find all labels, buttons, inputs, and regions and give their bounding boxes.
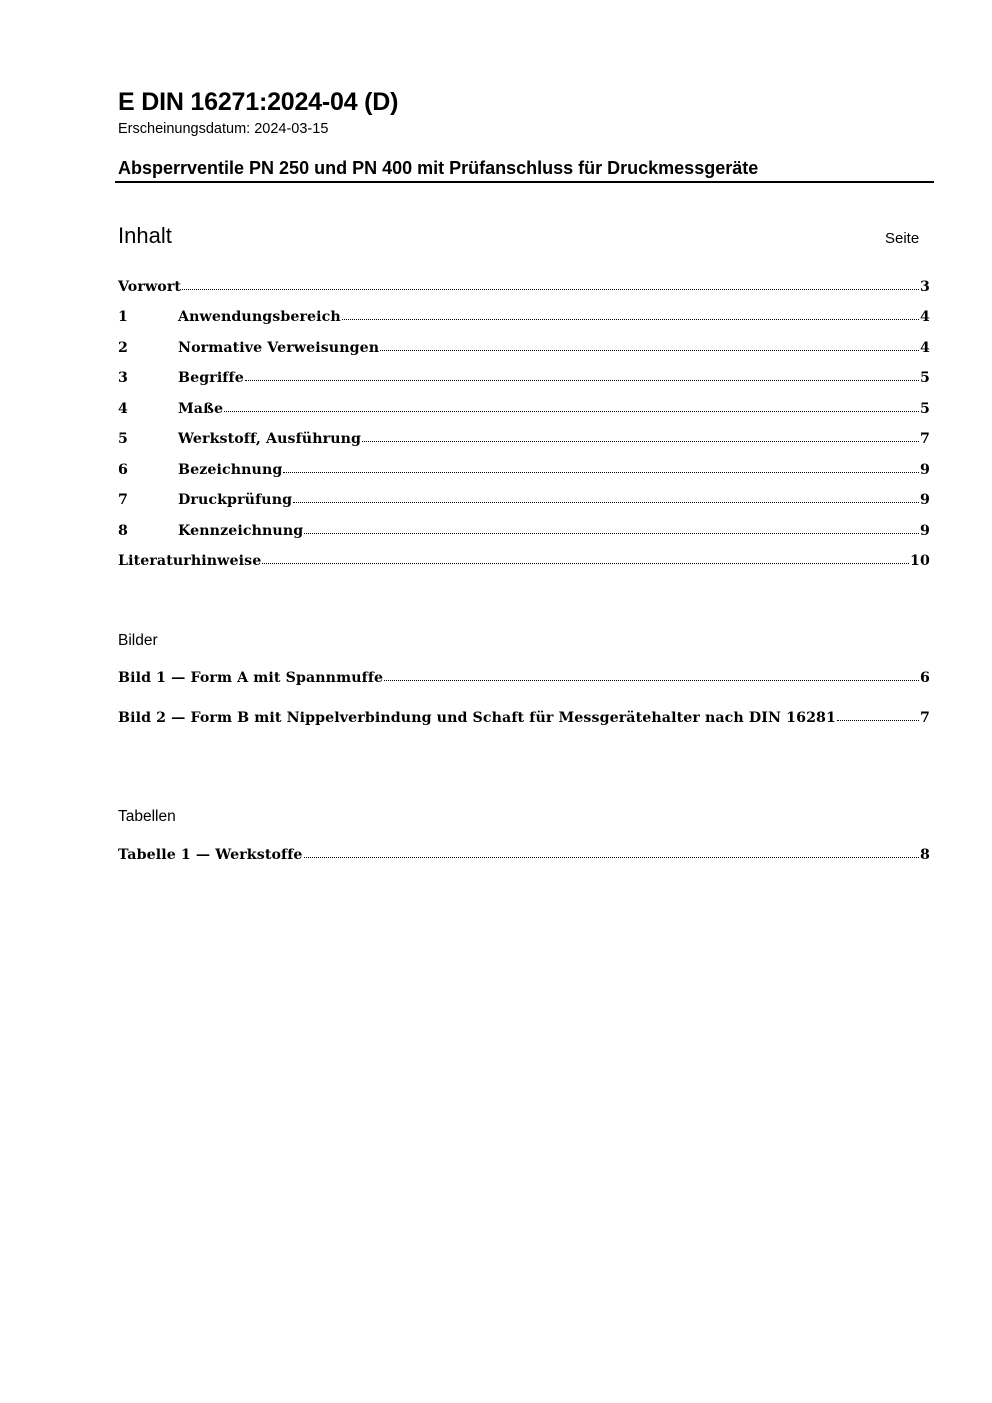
toc-entry-label: Druckprüfung: [178, 492, 293, 508]
dot-leader: [362, 438, 919, 442]
toc-entry-number: 2: [118, 340, 128, 356]
toc-entry-page: 10: [910, 553, 930, 569]
table-entry-label: Tabelle 1 — Werkstoffe: [118, 847, 303, 863]
toc-entry-page: 4: [920, 309, 930, 325]
toc-entry-7[interactable]: [118, 492, 930, 514]
toc-entry-4[interactable]: [118, 401, 930, 423]
toc-heading: Inhalt: [118, 223, 172, 248]
figure-entry-label: Bild 1 — Form A mit Spannmuffe: [118, 670, 384, 686]
toc-entry-number: 7: [118, 492, 128, 508]
toc-entry-8[interactable]: [118, 523, 930, 545]
toc-entry-6[interactable]: [118, 462, 930, 484]
toc-entry-page: 5: [920, 370, 930, 386]
toc-entry-page: 7: [920, 431, 930, 447]
toc-entry-number: 1: [118, 309, 128, 325]
dot-leader: [224, 408, 919, 412]
figure-entry-1[interactable]: [118, 670, 930, 692]
tables-heading: Tabellen: [118, 808, 176, 825]
document-title: Absperrventile PN 250 und PN 400 mit Prüfanschluss für Druckmessgeräte: [118, 158, 759, 178]
dot-leader: [837, 717, 919, 721]
toc-entry-page: 9: [920, 462, 930, 478]
dot-leader: [342, 316, 919, 320]
dot-leader: [304, 530, 919, 534]
title-rule: [115, 181, 934, 183]
toc-entry-label: Maße: [178, 401, 224, 417]
toc-entry-page: 4: [920, 340, 930, 356]
toc-entry-page: 9: [920, 492, 930, 508]
toc-entry-label: Bezeichnung: [178, 462, 283, 478]
figure-entry-label: Bild 2 — Form B mit Nippelverbindung und Schaft für Messgerätehalter nach DIN 16281: [118, 710, 836, 726]
doc-id: E DIN 16271:2024-04 (D): [118, 88, 399, 116]
toc-entry-label: Kennzeichnung: [178, 523, 304, 539]
publication-date: Erscheinungsdatum: 2024-03-15: [118, 121, 329, 137]
toc-entry-vorwort[interactable]: [118, 279, 930, 301]
figure-entry-page: 7: [920, 710, 930, 726]
toc-entry-number: 6: [118, 462, 128, 478]
toc-entry-page: 5: [920, 401, 930, 417]
toc-entry-page: 9: [920, 523, 930, 539]
dot-leader: [384, 677, 919, 681]
toc-entry-label: Normative Verweisungen: [178, 340, 380, 356]
dot-leader: [182, 286, 919, 290]
toc-entry-label: Literaturhinweise: [118, 553, 262, 569]
dot-leader: [262, 560, 909, 564]
dot-leader: [283, 469, 919, 473]
toc-entry-2[interactable]: [118, 340, 930, 362]
figures-heading: Bilder: [118, 632, 158, 649]
page-column-label: Seite: [885, 230, 920, 247]
toc-entry-label: Werkstoff, Ausführung: [178, 431, 362, 447]
toc-entry-number: 3: [118, 370, 128, 386]
toc-entry-number: 5: [118, 431, 128, 447]
toc-entry-label: Begriffe: [178, 370, 244, 386]
table-entry-1[interactable]: [118, 847, 930, 869]
figure-entry-page: 6: [920, 670, 930, 686]
toc-entry-label: Anwendungsbereich: [178, 309, 341, 325]
dot-leader: [293, 499, 919, 503]
toc-entry-literaturhinweise[interactable]: [118, 553, 930, 575]
dot-leader: [245, 377, 919, 381]
table-entry-page: 8: [920, 847, 930, 863]
toc-entry-5[interactable]: [118, 431, 930, 453]
toc-entry-number: 4: [118, 401, 128, 417]
dot-leader: [380, 347, 919, 351]
toc-entry-page: 3: [920, 279, 930, 295]
toc-entry-3[interactable]: [118, 370, 930, 392]
toc-entry-label: Vorwort: [118, 279, 182, 295]
toc-entry-number: 8: [118, 523, 128, 539]
toc-entry-1[interactable]: [118, 309, 930, 331]
dot-leader: [304, 854, 919, 858]
figure-entry-2[interactable]: [118, 710, 930, 732]
